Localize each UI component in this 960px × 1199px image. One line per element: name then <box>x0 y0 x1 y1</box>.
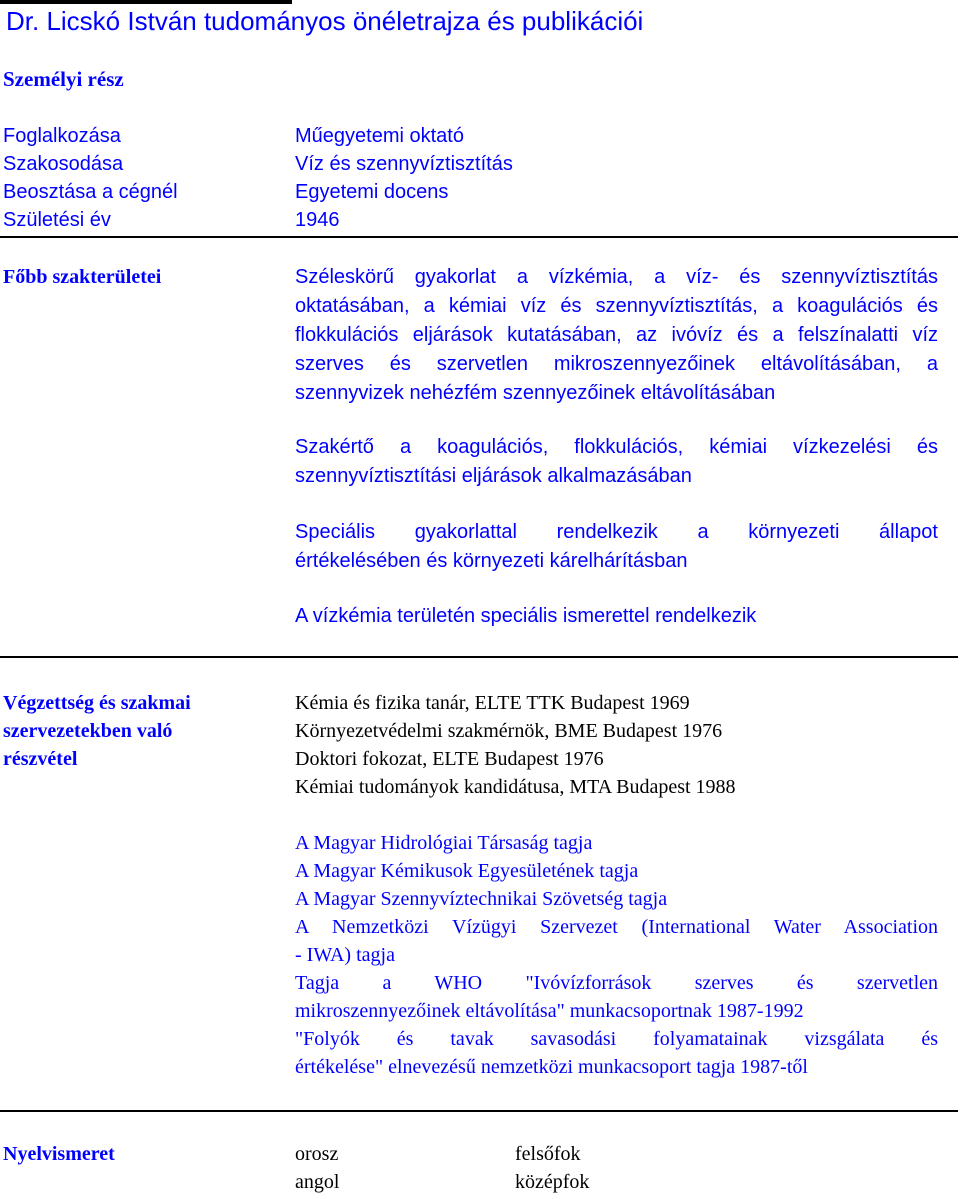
label-expertise: Főbb szakterületei <box>3 266 162 288</box>
membership-item: A Magyar Szennyvíztechnikai Szövetség tagja <box>295 888 668 910</box>
language-level: középfok <box>515 1171 590 1193</box>
text-line: Speciális gyakorlattal rendelkezik a környezeti állapot <box>295 521 938 543</box>
text-line: A vízkémia területén speciális ismerettel rendelkezik <box>295 605 757 627</box>
label-occupation: Foglalkozása <box>3 125 121 147</box>
degree-item: Kémia és fizika tanár, ELTE TTK Budapest 1969 <box>295 692 690 714</box>
expertise-paragraph <box>295 602 938 631</box>
membership-item: A Magyar Kémikusok Egyesületének tagja <box>295 860 639 882</box>
text-line: szerves és szervetlen mikroszennyezőinek eltávolításában, a <box>295 353 938 375</box>
divider <box>0 1110 958 1112</box>
membership-item: A Magyar Hidrológiai Társaság tagja <box>295 832 593 854</box>
membership-item: - IWA) tagja <box>295 944 395 966</box>
membership-item: Tagja a WHO "Ivóvízforrások szerves és szervetlen <box>295 972 938 994</box>
expertise-paragraph <box>295 263 938 408</box>
divider <box>0 236 958 238</box>
text-line: értékelésében és környezeti kárelhárításban <box>295 550 688 572</box>
label-specialization: Szakosodása <box>3 153 124 175</box>
text-line: Széleskörű gyakorlat a vízkémia, a víz- és szennyvíztisztítás <box>295 266 938 288</box>
value-occupation: Műegyetemi oktató <box>295 125 464 147</box>
divider <box>0 656 958 658</box>
page-title: Dr. Licskó István tudományos önéletrajza és publikációi <box>6 6 644 36</box>
text-line: oktatásában, a kémiai víz és szennyvíztisztítás, a koagulációs és <box>295 295 938 317</box>
text-line: szennyvíztisztítási eljárások alkalmazásában <box>295 465 692 487</box>
degree-item: Környezetvédelmi szakmérnök, BME Budapest 1976 <box>295 720 723 742</box>
label-birth-year: Születési év <box>3 209 111 231</box>
value-birth-year: 1946 <box>295 209 340 231</box>
membership-item: A Nemzetközi Vízügyi Szervezet (International Water Association <box>295 916 938 938</box>
membership-item: mikroszennyezőinek eltávolítása" munkacsoportnak 1987-1992 <box>295 1000 804 1022</box>
text-line: flokkulációs eljárások kutatásában, az ivóvíz és a felszínalatti víz <box>295 324 938 346</box>
label-education-line3: részvétel <box>3 748 78 770</box>
label-education-line1: Végzettség és szakmai <box>3 692 191 714</box>
expertise-paragraph <box>295 433 938 491</box>
membership-item: "Folyók és tavak savasodási folyamatainak vizsgálata és <box>295 1028 938 1050</box>
label-position: Beosztása a cégnél <box>3 181 178 203</box>
language-name: angol <box>295 1171 340 1193</box>
degree-item: Doktori fokozat, ELTE Budapest 1976 <box>295 748 604 770</box>
degree-item: Kémiai tudományok kandidátusa, MTA Budapest 1988 <box>295 776 736 798</box>
membership-item: értékelése" elnevezésű nemzetközi munkacsoport tagja 1987-től <box>295 1056 808 1078</box>
section-heading-personal: Személyi rész <box>3 67 124 91</box>
label-education-line2: szervezetekben való <box>3 720 173 742</box>
language-level: felsőfok <box>515 1143 581 1165</box>
language-name: orosz <box>295 1143 339 1165</box>
label-languages: Nyelvismeret <box>3 1143 115 1165</box>
value-position: Egyetemi docens <box>295 181 449 203</box>
text-line: Szakértő a koagulációs, flokkulációs, kémiai vízkezelési és <box>295 436 938 458</box>
memberships-list <box>295 829 938 1081</box>
expertise-paragraph <box>295 518 938 576</box>
text-line: szennyvizek nehézfém szennyezőinek eltávolításában <box>295 382 776 404</box>
value-specialization: Víz és szennyvíztisztítás <box>295 153 513 175</box>
